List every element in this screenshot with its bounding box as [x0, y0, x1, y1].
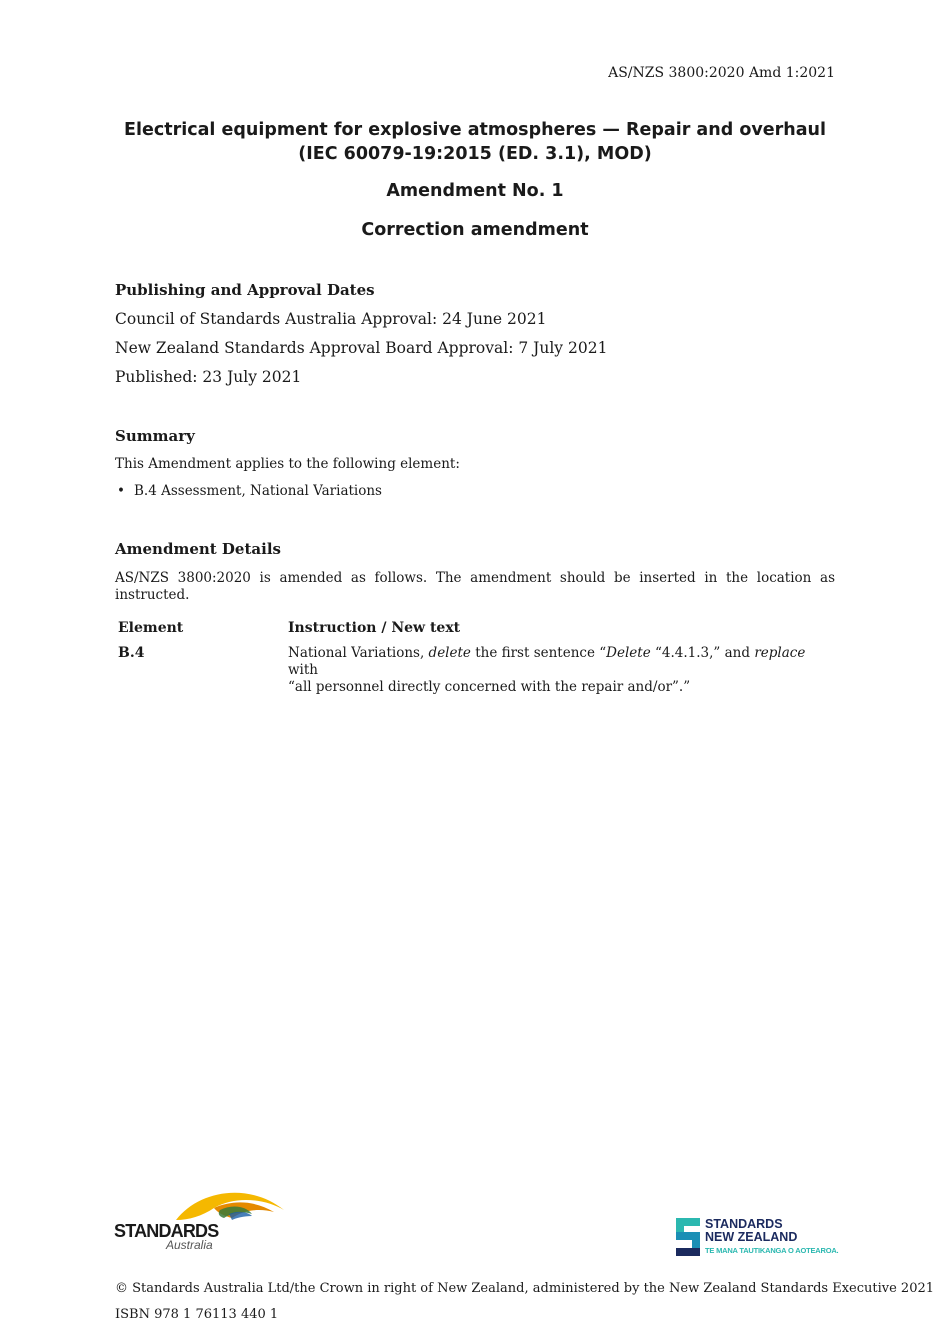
- summary-bullet-text: B.4 Assessment, National Variations: [134, 483, 382, 499]
- details-intro: AS/NZS 3800:2020 is amended as follows. The amendment should be inserted in the location as instructed.: [115, 570, 835, 603]
- summary-intro: This Amendment applies to the following element:: [115, 456, 460, 472]
- details-heading: Amendment Details: [115, 540, 281, 558]
- footer-copyright: © Standards Australia Ltd/the Crown in right of New Zealand, administered by the New Zealand Standards Executive 2021: [115, 1281, 935, 1296]
- dates-heading: Publishing and Approval Dates: [115, 281, 375, 299]
- summary-bullet: [117, 483, 382, 499]
- table-row-element: B.4: [118, 645, 145, 661]
- table-header-instruction: Instruction / New text: [288, 620, 461, 636]
- instruction-italic-replace: replace: [754, 645, 806, 661]
- standards-nz-logo: [676, 1218, 846, 1258]
- nz-logo-line1: STANDARDS: [705, 1217, 783, 1231]
- title-line-1: Electrical equipment for explosive atmospheres — Repair and overhaul: [124, 120, 826, 140]
- standards-australia-logo: [114, 1186, 289, 1256]
- sa-logo-sub: Australia: [166, 1238, 213, 1252]
- published-date: Published: 23 July 2021: [115, 368, 302, 386]
- sa-approval-date: Council of Standards Australia Approval: 24 June 2021: [115, 310, 547, 328]
- nz-approval-date: New Zealand Standards Approval Board Approval: 7 July 2021: [115, 339, 608, 357]
- nz-logo-line3: TE MANA TAUTIKANGA O AOTEAROA.: [705, 1246, 839, 1255]
- instruction-italic-delete: delete: [428, 645, 471, 661]
- document-title: [0, 118, 950, 166]
- instruction-text: “4.4.1.3,” and: [650, 645, 755, 661]
- bullet-icon: •: [117, 483, 125, 499]
- standards-nz-mark-icon: [676, 1218, 700, 1256]
- instruction-text: with: [288, 662, 318, 678]
- summary-heading: Summary: [115, 427, 195, 445]
- amendment-number: Amendment No. 1: [386, 181, 564, 201]
- instruction-italic-delete-2: Delete: [606, 645, 651, 661]
- instruction-text: the first sentence “: [470, 645, 607, 661]
- title-line-2: (IEC 60079-19:2015 (ED. 3.1), MOD): [298, 144, 652, 164]
- nz-logo-line2: NEW ZEALAND: [705, 1230, 798, 1244]
- instruction-text: National Variations,: [288, 645, 429, 661]
- amendment-type: Correction amendment: [361, 220, 589, 240]
- table-header-element: Element: [118, 620, 184, 636]
- sa-logo-word: STANDARDS: [114, 1221, 219, 1241]
- document-reference: AS/NZS 3800:2020 Amd 1:2021: [608, 65, 835, 81]
- instruction-new-text: “all personnel directly concerned with the repair and/or”.”: [288, 679, 691, 695]
- table-row-instruction: [288, 645, 838, 696]
- footer-isbn: ISBN 978 1 76113 440 1: [115, 1307, 279, 1322]
